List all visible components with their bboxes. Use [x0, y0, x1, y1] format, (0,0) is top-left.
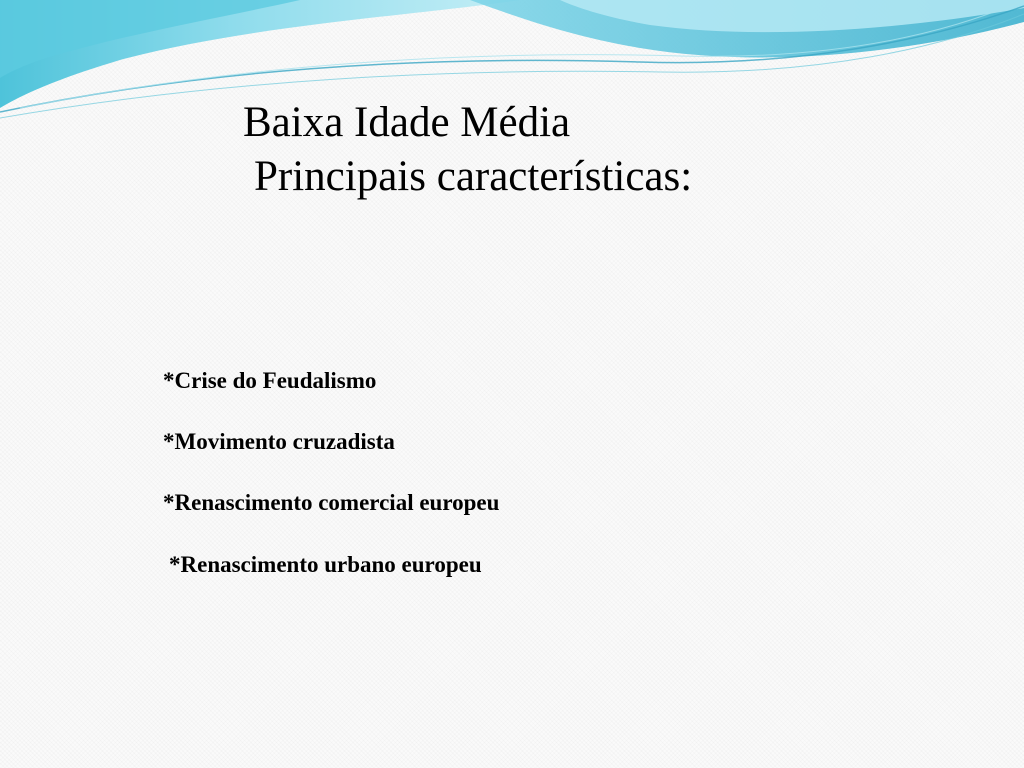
slide-title [0, 0, 1024, 220]
title-line-2: Principais características: [254, 153, 693, 200]
bullet-item-1: *Crise do Feudalismo [163, 368, 377, 393]
bullet-item-2: *Movimento cruzadista [163, 429, 395, 454]
bullet-item-3: *Renascimento comercial europeu [163, 490, 500, 515]
bullet-item-4: *Renascimento urbano europeu [169, 552, 482, 577]
title-line-1: Baixa Idade Média [243, 99, 571, 146]
